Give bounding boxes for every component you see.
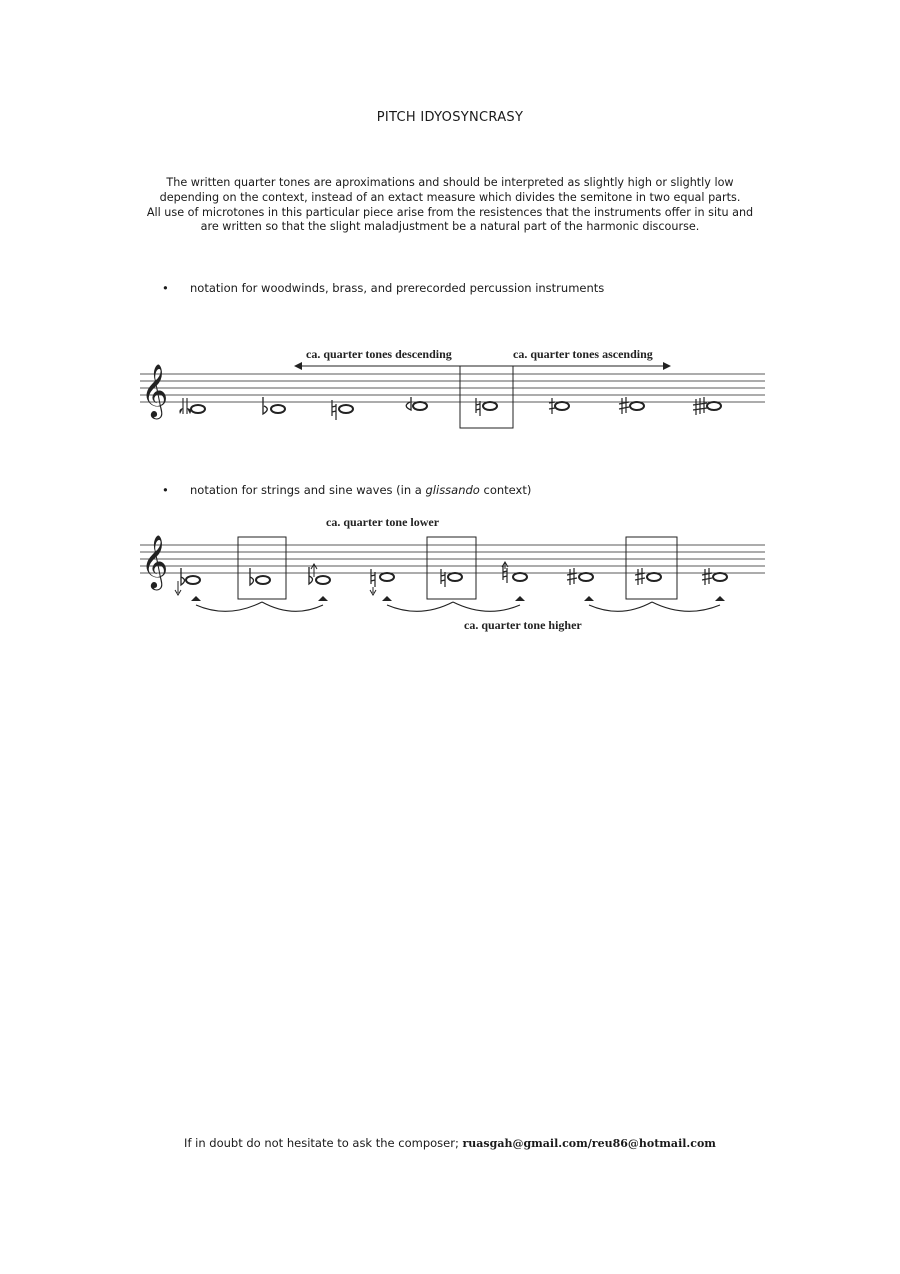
- reference-box: [460, 366, 513, 428]
- bullet-strings: [162, 483, 531, 497]
- staff-lines: [140, 374, 765, 402]
- note-flat: [250, 568, 270, 585]
- arrow-ascending: [513, 362, 671, 370]
- footer-note: [0, 1136, 900, 1150]
- bullet-text-italic: glissando: [425, 483, 480, 497]
- intro-line: depending on the context, instead of an extact measure which divides the semitone in two equal parts.: [159, 190, 741, 204]
- bullet-woodwinds: [162, 281, 604, 295]
- reference-box: [626, 537, 677, 599]
- treble-clef-icon: 𝄞: [141, 534, 169, 588]
- note-three-quarter-flat: [179, 398, 205, 414]
- note-quarter-sharp: [549, 398, 569, 414]
- note-flat: [263, 397, 285, 414]
- bullet-text: notation for woodwinds, brass, and prerecorded percussion instruments: [190, 281, 605, 295]
- note-sharp: [619, 397, 644, 414]
- note-sharp: [635, 568, 661, 585]
- note-three-quarter-sharp: [693, 397, 721, 415]
- label-lower: ca. quarter tone lower: [326, 515, 440, 529]
- label-descending: ca. quarter tones descending: [306, 347, 452, 361]
- note-quarter-flat: [332, 400, 353, 420]
- page-title: PITCH IDYOSYNCRASY: [376, 110, 524, 125]
- note-sharp: [702, 568, 727, 585]
- bullet-marker: •: [162, 281, 169, 295]
- staff-lines: [140, 545, 765, 573]
- label-ascending: ca. quarter tones ascending: [513, 347, 653, 361]
- note-natural: [441, 569, 462, 587]
- bullet-marker: •: [162, 483, 169, 497]
- footer-text: If in doubt do not hesitate to ask the composer;: [184, 1136, 463, 1150]
- note-flat: [309, 564, 330, 584]
- note-reversed-flat: [406, 397, 427, 410]
- treble-clef-icon: 𝄞: [141, 363, 169, 417]
- intro-line: are written so that the slight maladjustment be a natural part of the harmonic discourse.: [200, 220, 700, 234]
- reference-box: [238, 537, 286, 599]
- label-higher: ca. quarter tone higher: [464, 618, 582, 632]
- slur-lines: [196, 602, 720, 611]
- note-natural: [476, 398, 497, 416]
- note-natural: [502, 562, 527, 583]
- intro-line: All use of microtones in this particular piece arise from the resistences that the instruments offer in situ and: [146, 205, 754, 219]
- intro-paragraph: [135, 176, 765, 235]
- staff-glissando: [0, 505, 900, 645]
- reference-box: [427, 537, 476, 599]
- note-flat: [175, 568, 200, 595]
- note-sharp: [567, 568, 593, 585]
- bullet-text-end: context): [479, 483, 532, 497]
- contact-email: ruasgah@gmail.com/reu86@hotmail.com: [462, 1137, 716, 1150]
- intro-line: The written quarter tones are aproximations and should be interpreted as slightly high or slightly low: [166, 176, 734, 189]
- staff-quarter-tones: [0, 330, 900, 440]
- arrow-descending: [294, 362, 460, 370]
- bullet-text-start: notation for strings and sine waves (in a: [190, 483, 426, 497]
